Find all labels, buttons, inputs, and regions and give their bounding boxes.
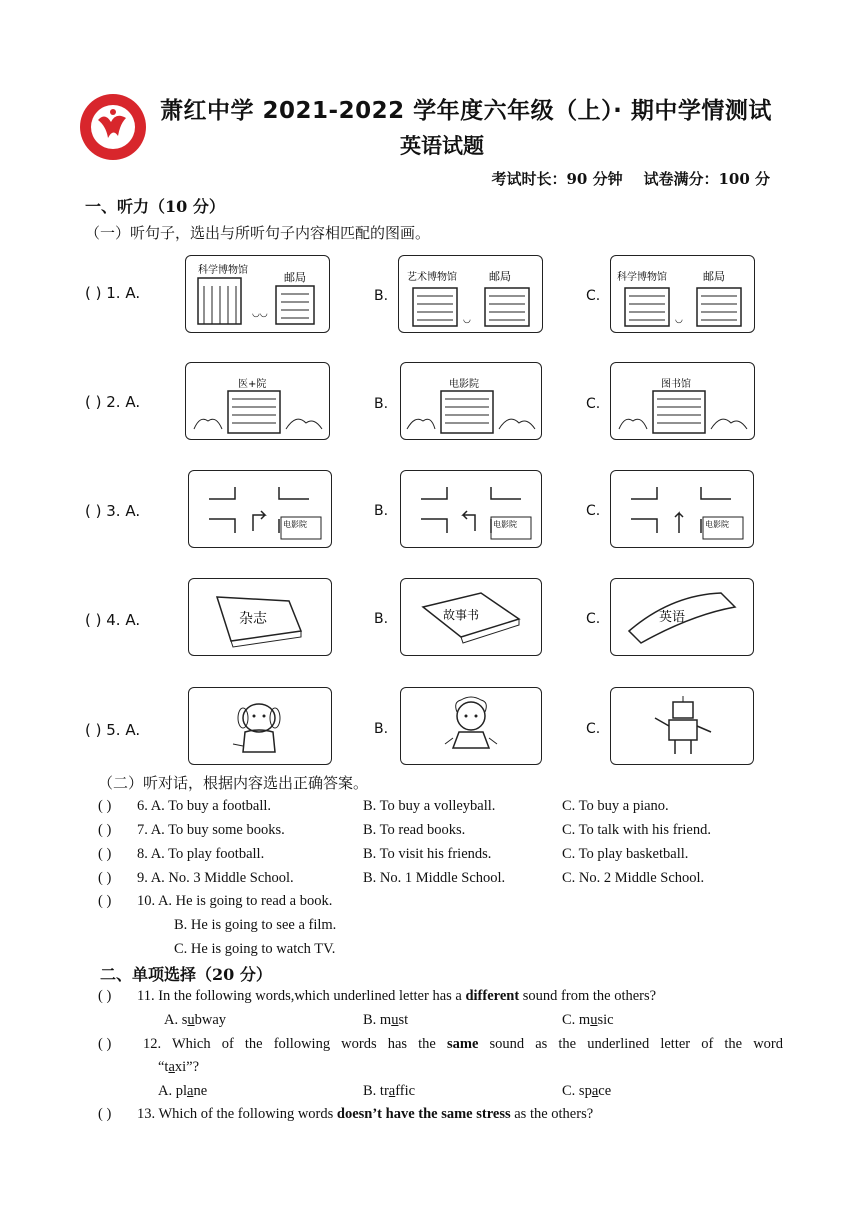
q5-label: ( ) 5. A.: [85, 721, 141, 739]
q4-option-a-picture: [188, 578, 332, 656]
q8-option-c: C. To play basketball.: [562, 846, 689, 862]
q12-paren: ( ): [98, 1036, 112, 1052]
q11-option-b: B. must: [363, 1012, 409, 1028]
school-logo: [78, 92, 148, 162]
q1-option-b-picture: [398, 255, 543, 333]
q3-c-sign: 电影院: [705, 520, 729, 529]
svg-text:◡: ◡: [675, 315, 683, 325]
q1-c-label2: 邮局: [703, 270, 725, 283]
q4-label: ( ) 4. A.: [85, 611, 141, 629]
q2-c-text: 图书馆: [661, 379, 691, 390]
q12-option-b: B. traffic: [363, 1083, 416, 1099]
q2-option-a-picture: [185, 362, 330, 440]
section-listening-heading: 一、听力（10 分）: [85, 197, 225, 216]
q1-a-label2: 邮局: [284, 271, 306, 284]
q4-b-title: 故事书: [443, 608, 480, 622]
q5-option-b-picture: [400, 687, 542, 765]
q6-option-b: B. To buy a volleyball.: [363, 798, 496, 814]
q1-label: ( ) 1. A.: [85, 284, 141, 302]
q10-option-c: C. He is going to watch TV.: [174, 941, 336, 957]
q4-c-label: C.: [586, 611, 601, 627]
q3-b-sign: 电影院: [493, 520, 517, 529]
listening-part1-instruction: （一）听句子，选出与所听句子内容相匹配的图画。: [85, 224, 431, 242]
q9-option-a: 9. A. No. 3 Middle School.: [137, 870, 294, 886]
q2-c-label: C.: [586, 396, 601, 412]
q1-c-label: C.: [586, 288, 601, 304]
q6-paren: ( ): [98, 798, 112, 814]
q9-option-c: C. No. 2 Middle School.: [562, 870, 705, 886]
q2-a-label: 医+院: [238, 379, 267, 390]
q2-option-c-picture: [610, 362, 755, 440]
q9-option-b: B. No. 1 Middle School.: [363, 870, 506, 886]
q8-option-a: 8. A. To play football.: [137, 846, 265, 862]
section-choice-heading: 二、单项选择（20 分）: [100, 965, 272, 984]
page-subtitle: 英语试题: [400, 134, 484, 158]
q3-option-a-picture: [188, 470, 332, 548]
q10-option-a: 10. A. He is going to read a book.: [137, 893, 333, 909]
q6-option-c: C. To buy a piano.: [562, 798, 669, 814]
q12-stem: 12. Which of the following words has the same sound as the underlined letter of the word: [143, 1036, 783, 1052]
q10-paren: ( ): [98, 893, 112, 909]
q2-b-label: B.: [374, 396, 389, 412]
q5-option-c-picture: [610, 687, 754, 765]
q11-option-c: C. music: [562, 1012, 614, 1028]
q7-option-a: 7. A. To buy some books.: [137, 822, 285, 838]
q7-paren: ( ): [98, 822, 112, 838]
q9-paren: ( ): [98, 870, 112, 886]
q3-a-sign: 电影院: [283, 520, 307, 529]
q12-option-a: A. plane: [158, 1083, 208, 1099]
q12-option-c: C. space: [562, 1083, 612, 1099]
listening-part2-instruction: （二）听对话，根据内容选出正确答案。: [98, 774, 369, 792]
q1-b-label: B.: [374, 288, 389, 304]
q5-b-label: B.: [374, 721, 389, 737]
q1-a-label1: 科学博物馆: [198, 265, 248, 276]
svg-text:◡◡: ◡◡: [252, 309, 268, 319]
q1-c-label1: 科学博物馆: [617, 272, 667, 283]
q5-option-a-picture: [188, 687, 332, 765]
q11-option-a: A. subway: [164, 1012, 227, 1028]
q13-stem: 13. Which of the following words doesn’t have the same stress as the others?: [137, 1106, 594, 1122]
q4-a-title: 杂志: [239, 611, 267, 627]
q3-b-label: B.: [374, 503, 389, 519]
q4-option-b-picture: [400, 578, 542, 656]
q4-c-title: 英语: [659, 610, 686, 625]
q2-label: ( ) 2. A.: [85, 393, 141, 411]
q5-c-label: C.: [586, 721, 601, 737]
page-title: 萧红中学 2021-2022 学年度六年级（上）· 期中学情测试: [160, 98, 772, 124]
q2-b-text: 电影院: [449, 379, 479, 390]
q1-b-label1: 艺术博物馆: [407, 272, 457, 283]
q11-paren: ( ): [98, 988, 112, 1004]
q4-option-c-picture: [610, 578, 754, 656]
q7-option-c: C. To talk with his friend.: [562, 822, 711, 838]
q3-c-label: C.: [586, 503, 601, 519]
q4-b-label: B.: [374, 611, 389, 627]
q11-stem: 11. In the following words,which underlined letter has a different sound from the others?: [137, 988, 657, 1004]
exam-meta: 考试时长：90 分钟 试卷满分：100 分: [491, 170, 770, 188]
q10-option-b: B. He is going to see a film.: [174, 917, 337, 933]
q12-stem-line2: “taxi”?: [158, 1059, 200, 1075]
q7-option-b: B. To read books.: [363, 822, 466, 838]
q8-option-b: B. To visit his friends.: [363, 846, 492, 862]
q3-option-b-picture: [400, 470, 542, 548]
q6-option-a: 6. A. To buy a football.: [137, 798, 272, 814]
q13-paren: ( ): [98, 1106, 112, 1122]
q3-option-c-picture: [610, 470, 754, 548]
q1-option-a-picture: [185, 255, 330, 333]
q2-option-b-picture: [400, 362, 542, 440]
q8-paren: ( ): [98, 846, 112, 862]
q1-b-label2: 邮局: [489, 270, 511, 283]
q3-label: ( ) 3. A.: [85, 502, 141, 520]
q1-option-c-picture: [610, 255, 755, 333]
svg-text:◡: ◡: [463, 315, 471, 325]
